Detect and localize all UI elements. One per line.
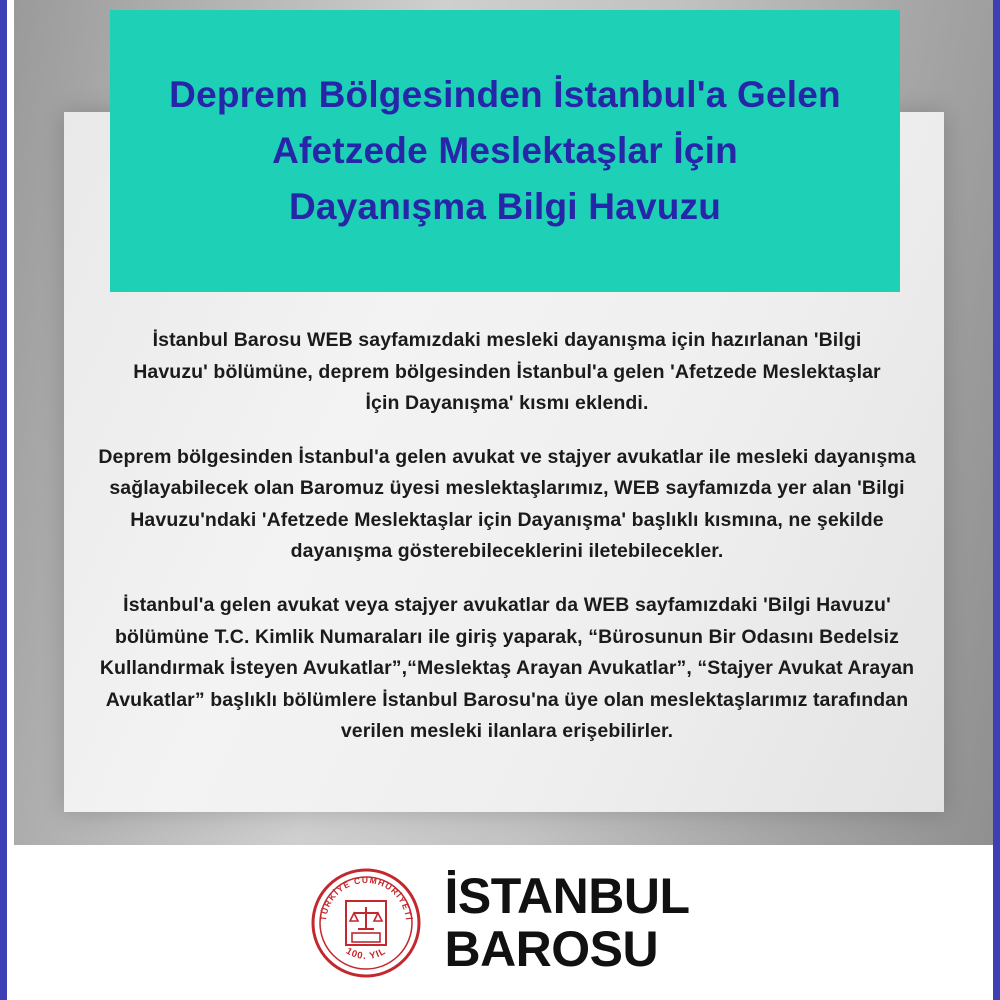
title-line-3: Dayanışma Bilgi Havuzu [288, 186, 722, 228]
paragraph-2: Deprem bölgesinden İstanbul'a gelen avukat ve stajyer avukatlar ile mesleki dayanışma sağlayabilecek olan Baromuz üyesi meslektaşlarımız, WEB sayfamızda yer alan 'Bilgi Havuzu'ndaki 'Afetzede Meslektaşlar için Dayanışma' başlıklı kısmına, ne şekilde dayanışma gösterebileceklerini iletebilecekler. [98, 445, 916, 563]
wordmark-line-2: BAROSU [444, 920, 659, 977]
wordmark [444, 867, 690, 977]
paragraph-3: İstanbul'a gelen avukat veya stajyer avukatlar da WEB sayfamızdaki 'Bilgi Havuzu' bölümüne T.C. Kimlik Numaraları ile giriş yaparak, “Bürosunun Bir Odasını Bedelsiz Kullandırmak İsteyen Avukatlar”,“Meslektaş Arayan Avukatlar”, “Stajyer Avukat Arayan Avukatlar” başlıklı bölümlere İstanbul Barosu'na üye olan meslektaşlarımız tarafından verilen mesleki ilanlara erişebilirler. [99, 594, 915, 743]
title-band [110, 10, 900, 292]
wordmark-line-1: İSTANBUL [444, 867, 690, 924]
footer-logo-bar [14, 845, 986, 1000]
paragraph-1: İstanbul Barosu WEB sayfamızdaki mesleki dayanışma için hazırlanan 'Bilgi Havuzu' bölümüne, deprem bölgesinden İstanbul'a gelen 'Afetzede Meslektaşlar İçin Dayanışma' kısmı eklendi. [133, 329, 881, 415]
title-line-2: Afetzede Meslektaşlar İçin [272, 129, 738, 171]
bar-association-seal-icon [310, 867, 422, 979]
svg-text:TÜRKİYE CUMHURİYETİ: TÜRKİYE CUMHURİYETİ [318, 874, 415, 921]
title-line-1: Deprem Bölgesinden İstanbul'a Gelen [169, 73, 841, 115]
body-text [82, 325, 932, 748]
svg-text:100. YIL: 100. YIL [344, 945, 389, 962]
